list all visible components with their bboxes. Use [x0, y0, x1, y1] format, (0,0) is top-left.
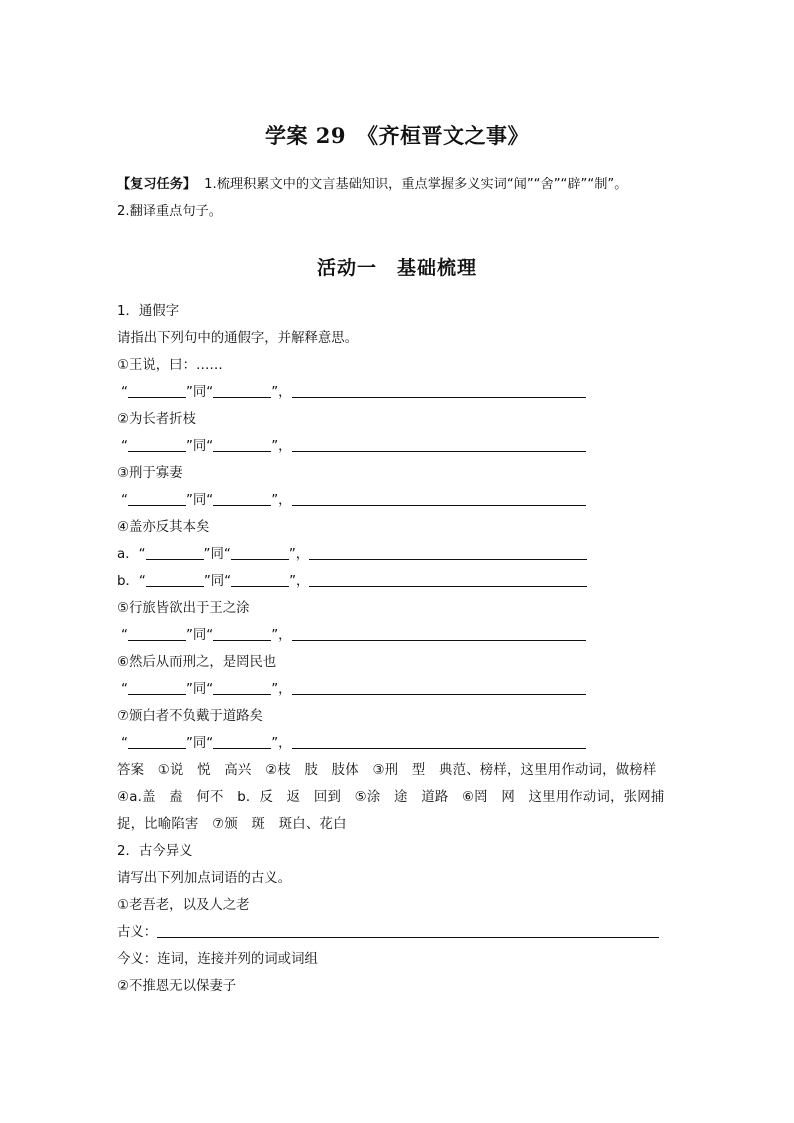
gu-yi-label: 古义： [117, 925, 158, 940]
item-sentence-5: ⑤行旅皆欲出于王之涂 [117, 601, 250, 616]
blank-7b[interactable] [213, 733, 271, 749]
blank-5b[interactable] [213, 625, 271, 641]
answer-line-3: 捉，比喻陷害 ⑦颁 斑 斑白、花白 [117, 817, 347, 832]
item-sentence-6: ⑥然后从而刑之，是罔民也 [117, 655, 277, 670]
blank-4b1[interactable] [146, 571, 204, 587]
jin-yi-line: 今义：连词，连接并列的词或词组 [117, 952, 318, 967]
blank-5a[interactable] [128, 625, 186, 641]
gu-yi-line [117, 919, 697, 946]
blank-4a1[interactable] [146, 544, 204, 560]
fill-line-2: “ ”同“ ”， [117, 433, 697, 460]
blank-5c[interactable] [292, 625, 586, 641]
content [117, 298, 697, 1000]
sub-label-a: a． [117, 547, 139, 562]
blank-4a2[interactable] [231, 544, 289, 560]
blank-2a[interactable] [128, 436, 186, 452]
blank-4b2[interactable] [231, 571, 289, 587]
fill-line-4b: b．“ ”同“ ”， [117, 568, 697, 595]
section1-heading: 1．通假字 [117, 304, 180, 319]
fill-line-3: “ ”同“ ”， [117, 487, 697, 514]
item-sentence-2: ②为长者折枝 [117, 412, 196, 427]
item-sentence-4: ④盖亦反其本矣 [117, 520, 210, 535]
activity-title: 活动一 基础梳理 [316, 257, 477, 279]
section2-instruction: 请写出下列加点词语的古义。 [117, 871, 292, 886]
section2-item-2: ②不推恩无以保妻子 [117, 979, 237, 994]
blank-3a[interactable] [128, 490, 186, 506]
item-sentence-7: ⑦颁白者不负戴于道路矣 [117, 709, 263, 724]
blank-2c[interactable] [292, 436, 586, 452]
section2-heading: 2．古今异义 [117, 844, 193, 859]
blank-4a3[interactable] [309, 544, 587, 560]
page-title: 学案 29 《齐桓晋文之事》 [264, 123, 530, 148]
blank-6c[interactable] [292, 679, 586, 695]
item-sentence-1: ①王说，曰：…… [117, 358, 223, 373]
blank-6a[interactable] [128, 679, 186, 695]
answer-line-1: 答案 ①说 悦 高兴 ②枝 肢 肢体 ③刑 型 典范、榜样，这里用作动词，做榜样 [117, 763, 657, 778]
blank-7a[interactable] [128, 733, 186, 749]
fill-line-4a: a．“ ”同“ ”， [117, 541, 697, 568]
blank-3c[interactable] [292, 490, 586, 506]
section2-item-1: ①老吾老，以及人之老 [117, 898, 250, 913]
blank-6b[interactable] [213, 679, 271, 695]
blank-1c[interactable] [292, 382, 586, 398]
review-task-tag: 【复习任务】 [117, 177, 197, 192]
blank-1b[interactable] [213, 382, 271, 398]
blank-1a[interactable] [128, 382, 186, 398]
fill-line-5: “ ”同“ ”， [117, 622, 697, 649]
blank-3b[interactable] [213, 490, 271, 506]
item-sentence-3: ③刑于寡妻 [117, 466, 183, 481]
gu-yi-blank[interactable] [157, 922, 659, 938]
section1-instruction: 请指出下列句中的通假字，并解释意思。 [117, 331, 359, 346]
fill-line-7: “ ”同“ ”， [117, 730, 697, 757]
review-task [117, 171, 697, 225]
fill-line-6: “ ”同“ ”， [117, 676, 697, 703]
blank-7c[interactable] [292, 733, 586, 749]
blank-2b[interactable] [213, 436, 271, 452]
review-task-line1: 1.梳理积累文中的文言基础知识，重点掌握多义实词“闻”“舍”“辟”“制”。 [204, 177, 628, 192]
blank-4b3[interactable] [309, 571, 587, 587]
review-task-line2: 2.翻译重点句子。 [117, 204, 222, 219]
answer-line-2: ④a.盖 盍 何不 b．反 返 回到 ⑤涂 途 道路 ⑥罔 网 这里用作动词，张网捕 [117, 790, 665, 805]
fill-line-1: “ ”同“ ”， [117, 379, 697, 406]
sub-label-b: b． [117, 574, 139, 589]
